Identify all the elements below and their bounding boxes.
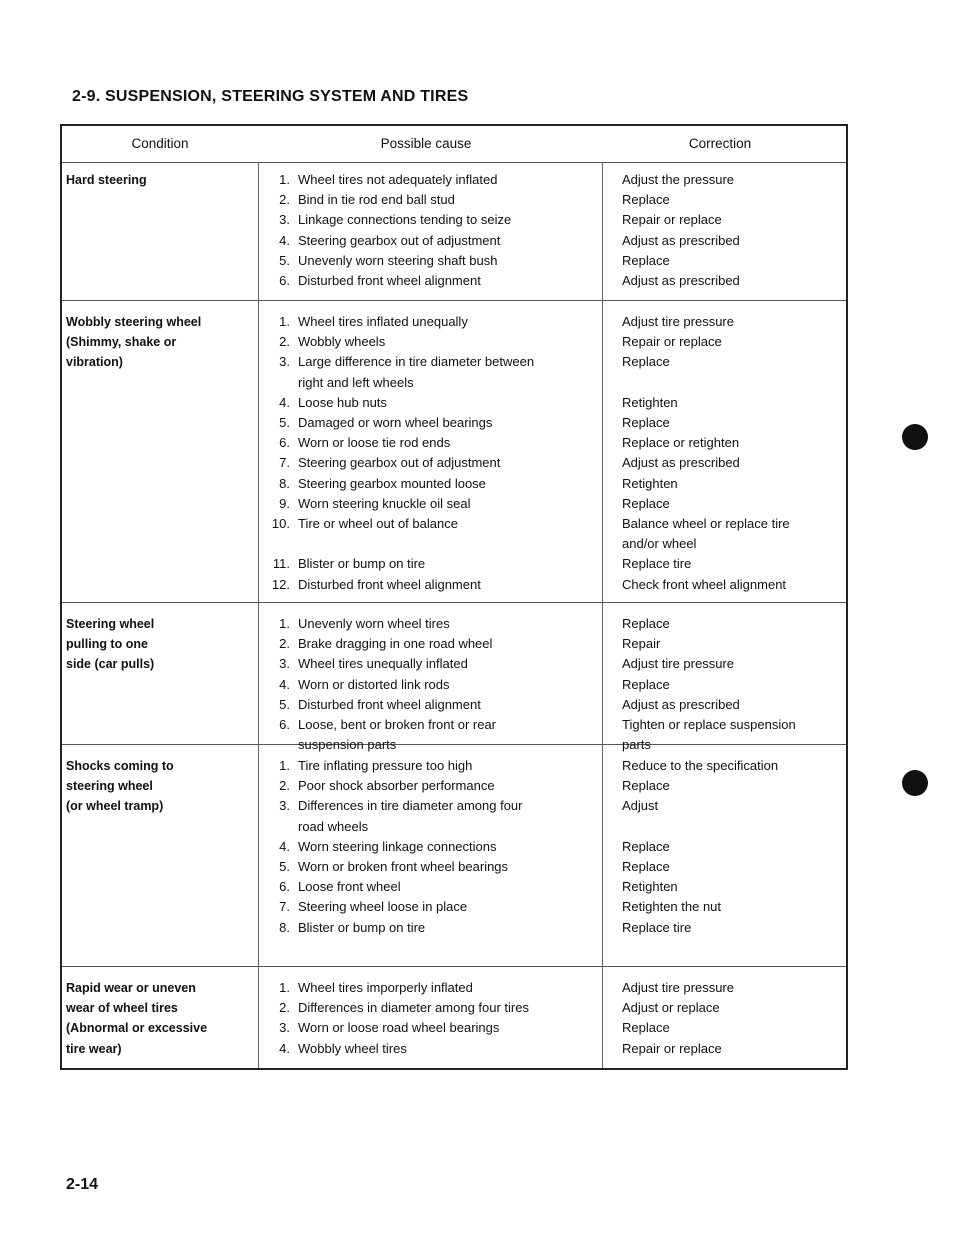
header-condition: Condition [131,136,189,151]
cause-number [258,534,290,554]
cause-number: 4. [279,1040,290,1056]
correction-text: Replace or retighten [622,435,740,451]
cause-text: Blister or bump on tire [298,919,426,935]
column-divider-2 [602,162,603,1068]
cause-text: Damaged or worn wheel bearings [298,415,493,430]
cause-number: 1. [279,616,290,631]
cause-text: Wobbly wheel tires [298,1040,407,1056]
cause-number: 1. [279,172,290,187]
cause-number: 1. [279,980,290,995]
cause-number: 7. [279,899,290,915]
correction-text: Retighten [622,475,678,491]
cause-number [258,373,290,393]
cause-text: Wheel tires unequally inflated [298,656,468,672]
cause-text: road wheels [298,818,369,834]
cause-number: 3. [279,656,290,672]
condition-text: Rapid wear or uneven [66,981,196,995]
cause-text: right and left wheels [298,374,414,390]
cause-number: 5. [279,252,290,268]
cause-text: Disturbed front wheel alignment [298,696,481,712]
cause-text: Worn or loose road wheel bearings [298,1020,500,1036]
cause-number: 1. [279,314,290,329]
cause-text: Loose front wheel [298,879,401,895]
cause-number: 12. [271,576,290,592]
cause-text: Wobbly wheels [298,334,386,350]
cause-number: 5. [279,859,290,874]
correction-text: Repair or replace [622,212,722,228]
cause-text: Wheel tires inflated unequally [298,314,468,329]
troubleshooting-table [60,124,848,1070]
correction-text: Replace [622,778,670,794]
correction-text: Retighten [622,394,678,410]
cause-text: Blister or bump on tire [298,556,426,572]
cause-number: 5. [279,696,290,712]
correction-text: parts [622,737,651,753]
cause-number: 8. [279,475,290,491]
cause-number: 2. [279,636,290,652]
condition-text: side (car pulls) [66,657,155,672]
correction-text: Replace [622,252,670,268]
condition-text: Wobbly steering wheel [66,315,202,329]
margin-bullet-dot [902,770,928,796]
cause-text: Steering gearbox out of adjustment [298,232,501,248]
condition-text: wear of wheel tires [66,1001,178,1016]
cause-text: Loose, bent or broken front or rear [298,717,497,732]
cause-text: Steering wheel loose in place [298,899,468,915]
cause-text: Tire inflating pressure too high [298,758,473,773]
cause-text: Linkage connections tending to seize [298,212,512,228]
correction-text: Adjust [622,798,659,814]
condition-text: Steering wheel [66,617,155,631]
correction-text: Retighten the nut [622,899,722,915]
correction-text: Repair [622,636,661,652]
cause-text: Wheel tires imporperly inflated [298,980,473,995]
cause-number: 4. [279,232,290,248]
correction-text: Check front wheel alignment [622,576,787,592]
cause-text: Steering gearbox out of adjustment [298,455,501,471]
correction-text: Retighten [622,879,678,895]
cause-text: Unevenly worn steering shaft bush [298,252,498,268]
correction-text: Replace [622,616,670,631]
correction-text: Balance wheel or replace tire [622,516,790,531]
cause-number: 2. [279,192,290,208]
cause-text: Bind in tie rod end ball stud [298,192,455,208]
cause-number: 11. [272,556,290,572]
correction-text: Replace [622,1020,670,1036]
cause-number: 3. [279,798,290,814]
section-title: 2-9. SUSPENSION, STEERING SYSTEM AND TIRES [72,88,469,105]
row-divider [62,602,846,603]
correction-text: Adjust as prescribed [622,232,740,248]
margin-bullet-dot [902,424,928,450]
condition-text: tire wear) [66,1041,122,1056]
header-divider [62,162,846,163]
correction-text: Reduce to the specification [622,758,779,773]
correction-text: Adjust the pressure [622,172,735,187]
cause-text: Unevenly worn wheel tires [298,616,450,631]
condition-text: vibration) [66,355,123,370]
correction-text: Adjust tire pressure [622,656,734,672]
cause-text: Worn steering linkage connections [298,838,497,854]
condition-text: Shocks coming to [66,759,174,773]
cause-number: 6. [279,435,290,451]
cause-number: 2. [279,1000,290,1016]
row-divider [62,966,846,967]
cause-text: Steering gearbox mounted loose [298,475,486,491]
condition-text: pulling to one [66,637,148,652]
cause-text: Large difference in tire diameter between [298,354,535,370]
cause-number: 3. [279,1020,290,1036]
cause-number [258,817,290,837]
page-number: 2-14 [66,1176,99,1193]
cause-number: 8. [279,919,290,935]
correction-text: Adjust or replace [622,1000,720,1016]
cause-number: 1. [279,758,290,773]
correction-text: Replace [622,192,670,208]
row-divider [62,744,846,745]
cause-text: Loose hub nuts [298,394,387,410]
condition-text: (Abnormal or excessive [66,1021,208,1036]
condition-text: steering wheel [66,779,153,794]
cause-number: 4. [279,838,290,854]
condition-text: (or wheel tramp) [66,799,164,814]
correction-text: Replace tire [622,556,692,572]
cause-number: 6. [279,717,290,732]
cause-text: Disturbed front wheel alignment [298,273,481,288]
correction-text: Adjust tire pressure [622,980,734,995]
correction-text: Replace [622,354,670,370]
correction-text: Replace tire [622,919,692,935]
cause-text: Brake dragging in one road wheel [298,636,493,652]
correction-text: Adjust as prescribed [622,455,740,471]
condition-text: Hard steering [66,173,147,187]
cause-text: Disturbed front wheel alignment [298,576,481,592]
cause-text: Worn or loose tie rod ends [298,435,451,451]
correction-text: Replace [622,495,670,511]
cause-text: suspension parts [298,737,397,753]
cause-text: Worn steering knuckle oil seal [298,495,471,511]
correction-text: Repair or replace [622,1040,722,1056]
header-correction: Correction [688,136,752,151]
cause-number: 9. [279,495,290,511]
correction-text: Repair or replace [622,334,722,350]
cause-number: 10. [271,516,290,531]
correction-text: Tighten or replace suspension [622,717,796,732]
cause-number: 7. [279,455,290,471]
cause-text: Worn or distorted link rods [298,676,450,692]
cause-number: 3. [279,212,290,228]
cause-text: Differences in diameter among four tires [298,1000,529,1016]
cause-number: 6. [279,273,290,288]
cause-number: 5. [279,415,290,430]
correction-text: Replace [622,859,670,874]
correction-text: Adjust tire pressure [622,314,734,329]
cause-text: Worn or broken front wheel bearings [298,859,509,874]
condition-text: (Shimmy, shake or [66,335,177,350]
cause-number: 2. [279,778,290,794]
cause-text: Poor shock absorber performance [298,778,495,794]
cause-number: 3. [279,354,290,370]
correction-text: Replace [622,415,670,430]
cause-text: Wheel tires not adequately inflated [298,172,498,187]
cause-number: 4. [279,394,290,410]
correction-text: Replace [622,676,670,692]
correction-text: Adjust as prescribed [622,696,740,712]
cause-number: 2. [279,334,290,350]
cause-number: 6. [279,879,290,895]
correction-text: Adjust as prescribed [622,273,740,288]
cause-text: Tire or wheel out of balance [298,516,458,531]
cause-number: 4. [279,676,290,692]
correction-text: Replace [622,838,670,854]
correction-text: and/or wheel [622,536,697,552]
row-divider [62,300,846,301]
cause-number [258,735,290,755]
header-possible-cause: Possible cause [380,136,472,151]
cause-text: Differences in tire diameter among four [298,798,523,814]
